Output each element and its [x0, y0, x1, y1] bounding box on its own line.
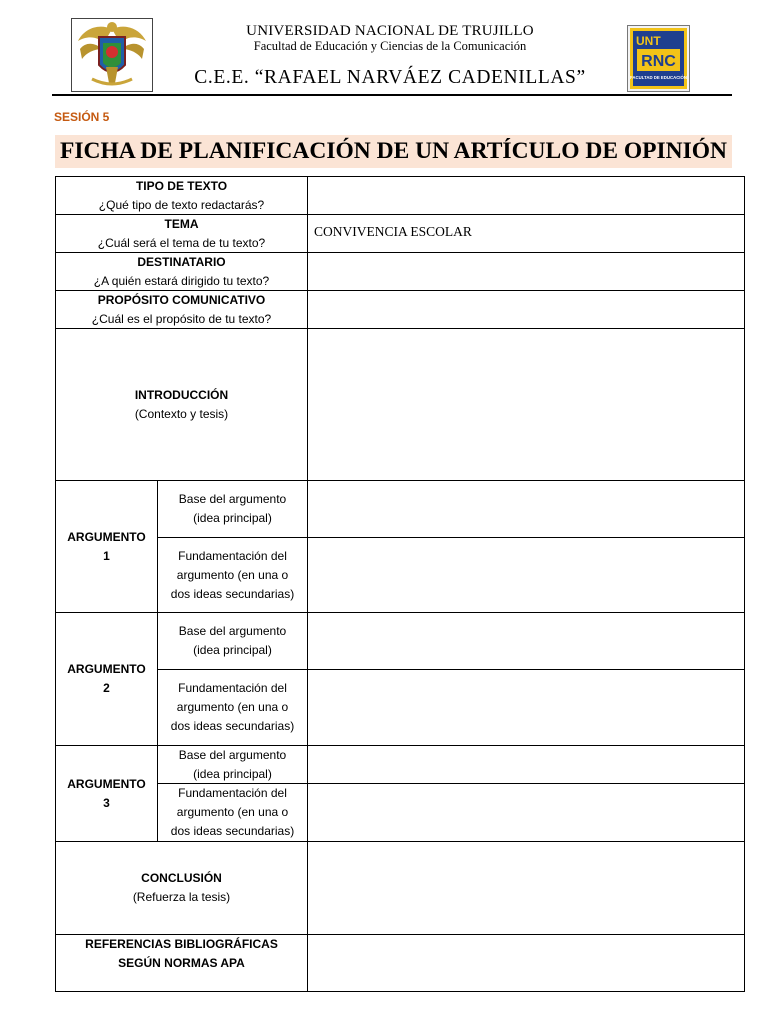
- row-destinatario-label: DESTINATARIO ¿A quién estará dirigido tu texto?: [93, 254, 270, 288]
- row-conclusion-label: CONCLUSIÓN (Refuerza la tesis): [132, 871, 231, 904]
- row-tipo-de-texto-label: TIPO DE TEXTO ¿Qué tipo de texto redactarás?: [98, 178, 265, 212]
- tipo-de-texto-answer[interactable]: [314, 186, 739, 206]
- svg-text:FACULTAD DE EDUCACIÓN: FACULTAD DE EDUCACIÓN: [630, 75, 687, 80]
- destinatario-answer[interactable]: [314, 262, 739, 282]
- svg-text:UNT: UNT: [636, 34, 661, 48]
- page-title: FICHA DE PLANIFICACIÓN DE UN ARTÍCULO DE OPINIÓN: [55, 135, 732, 168]
- argument-1-fundamentacion-label: Fundamentación del argumento (en una o dos ideas secundarias): [170, 548, 295, 601]
- argument-2-fundamentacion-label: Fundamentación del argumento (en una o dos ideas secundarias): [170, 681, 295, 733]
- conclusion-answer[interactable]: [314, 848, 739, 928]
- school-name: C.E.E. “RAFAEL NARVÁEZ CADENILLAS”: [194, 67, 586, 88]
- argument-3-fundamentacion-label: Fundamentación del argumento (en una o dos ideas secundarias): [170, 786, 295, 838]
- argument-2-base-label: Base del argumento (idea principal): [178, 624, 287, 657]
- argument-3-base-label: Base del argumento (idea principal): [178, 747, 287, 781]
- tema-answer[interactable]: CONVIVENCIA ESCOLAR: [314, 224, 472, 239]
- proposito-answer[interactable]: [314, 300, 739, 320]
- referencias-answer[interactable]: [314, 940, 739, 986]
- university-name: UNIVERSIDAD NACIONAL DE TRUJILLO: [246, 23, 534, 39]
- session-label: SESIÓN 5: [54, 110, 110, 124]
- row-introduccion-label: INTRODUCCIÓN (Contexto y tesis): [134, 387, 229, 421]
- svg-text:RNC: RNC: [641, 53, 676, 70]
- row-proposito-label: PROPÓSITO COMUNICATIVO ¿Cuál es el propósito de tu texto?: [91, 292, 272, 326]
- argument-2-label: ARGUMENTO 2: [67, 662, 146, 695]
- argument-1-base-label: Base del argumento (idea principal): [178, 492, 287, 525]
- row-tema-label: TEMA ¿Cuál será el tema de tu texto?: [97, 216, 266, 250]
- argument-3-label: ARGUMENTO 3: [67, 776, 146, 810]
- faculty-name: Facultad de Educación y Ciencias de la Comunicación: [253, 39, 527, 53]
- introduccion-answer[interactable]: [314, 335, 739, 475]
- argument-1-label: ARGUMENTO 1: [67, 529, 146, 563]
- row-referencias-label: REFERENCIAS BIBLIOGRÁFICAS SEGÚN NORMAS APA: [85, 937, 278, 970]
